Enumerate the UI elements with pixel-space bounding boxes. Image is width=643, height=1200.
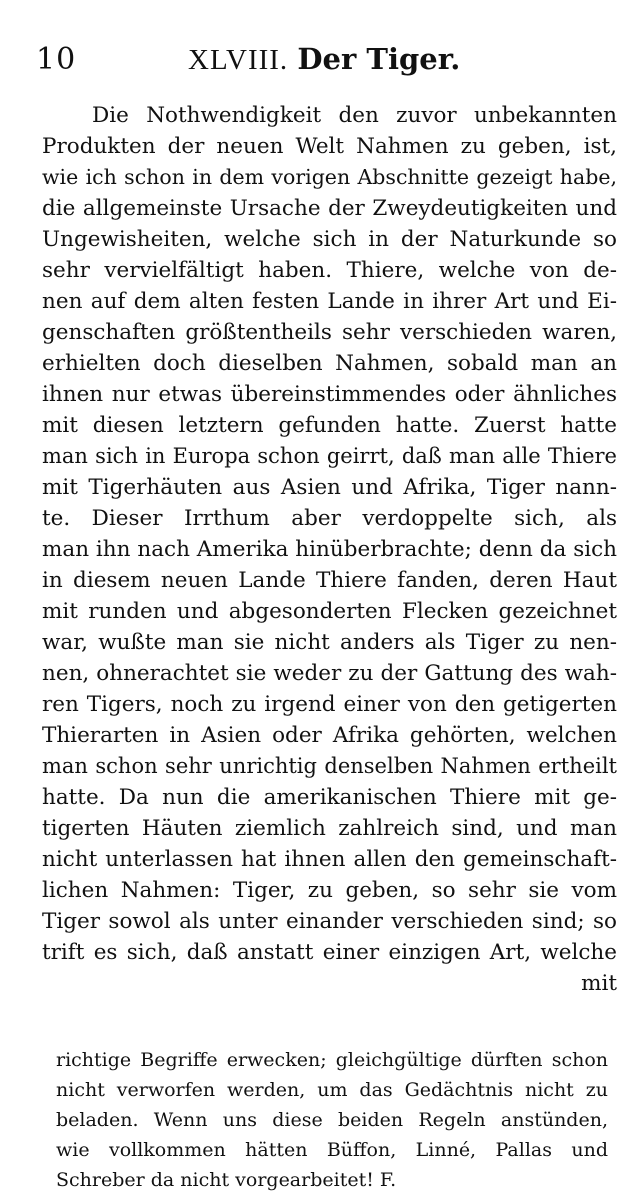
running-head xyxy=(188,42,460,77)
page-number: 10 xyxy=(36,42,77,77)
text-line: genschaften größtentheils sehr verschieden waren, xyxy=(42,320,617,345)
text-line: mit Tigerhäuten aus Asien und Afrika, Tiger nann- xyxy=(42,475,617,500)
footnote-line: richtige Begriffe erwecken; gleichgültige dürften schon xyxy=(56,1049,608,1071)
footnote-line: nicht verworfen werden, um das Gedächtnis nicht zu xyxy=(56,1079,608,1101)
text-line: man sich in Europa schon geirrt, daß man alle Thiere xyxy=(42,444,617,468)
text-line: in diesem neuen Lande Thiere fanden, deren Haut xyxy=(42,568,617,593)
text-line: Thierarten in Asien oder Afrika gehörten, welchen xyxy=(42,723,617,748)
chapter-roman-numeral: XLVIII. xyxy=(188,44,289,76)
text-line: nicht unterlassen hat ihnen allen den gemeinschaft- xyxy=(42,847,617,872)
footnote-line: wie vollkommen hätten Büffon, Linné, Pallas und xyxy=(56,1139,608,1161)
text-line: man schon sehr unrichtig denselben Nahmen ertheilt xyxy=(42,754,617,778)
text-line: lichen Nahmen: Tiger, zu geben, so sehr sie vom xyxy=(42,878,617,903)
footnote-line: beladen. Wenn uns diese beiden Regeln anstünden, xyxy=(56,1109,608,1131)
catchword: mit xyxy=(581,971,617,996)
page-header xyxy=(30,42,610,82)
text-line: Ungewisheiten, welche sich in der Naturkunde so xyxy=(42,227,617,252)
text-line: nen auf dem alten festen Lande in ihrer Art und Ei- xyxy=(42,289,617,314)
text-line: Produkten der neuen Welt Nahmen zu geben, ist, xyxy=(42,134,617,159)
chapter-title: Der Tiger. xyxy=(297,42,461,76)
text-line: trift es sich, daß anstatt einer einzigen Art, welche xyxy=(42,940,617,965)
footnote-block xyxy=(56,1045,608,1195)
text-line: erhielten doch dieselben Nahmen, sobald man an xyxy=(42,351,617,376)
text-line: Die Nothwendigkeit den zuvor unbekannten xyxy=(92,103,617,128)
text-line: mit diesen letztern gefunden hatte. Zuerst hatte xyxy=(42,413,617,438)
text-line: war, wußte man sie nicht anders als Tiger zu nen- xyxy=(42,630,617,655)
text-line: ihnen nur etwas übereinstimmendes oder ähnliches xyxy=(42,382,617,407)
text-line: man ihn nach Amerika hinüberbrachte; denn da sich xyxy=(42,537,617,562)
text-line: ren Tigers, noch zu irgend einer von den getigerten xyxy=(42,692,617,717)
text-line: sehr vervielfältigt haben. Thiere, welche von de- xyxy=(42,258,617,283)
text-line: nen, ohnerachtet sie weder zu der Gattung des wah- xyxy=(42,661,617,686)
text-line: hatte. Da nun die amerikanischen Thiere mit ge- xyxy=(42,785,617,810)
text-line: Tiger sowol als unter einander verschieden sind; so xyxy=(42,909,617,934)
text-line: mit runden und abgesonderten Flecken gezeichnet xyxy=(42,599,617,624)
text-line: wie ich schon in dem vorigen Abschnitte gezeigt habe, xyxy=(42,165,617,189)
text-line: die allgemeinste Ursache der Zweydeutigkeiten und xyxy=(42,196,617,221)
text-line: te. Dieser Irrthum aber verdoppelte sich, als xyxy=(42,506,617,531)
main-text-block xyxy=(42,100,617,999)
text-line: tigerten Häuten ziemlich zahlreich sind, und man xyxy=(42,816,617,841)
footnote-line: Schreber da nicht vorgearbeitet! F. xyxy=(56,1169,397,1191)
